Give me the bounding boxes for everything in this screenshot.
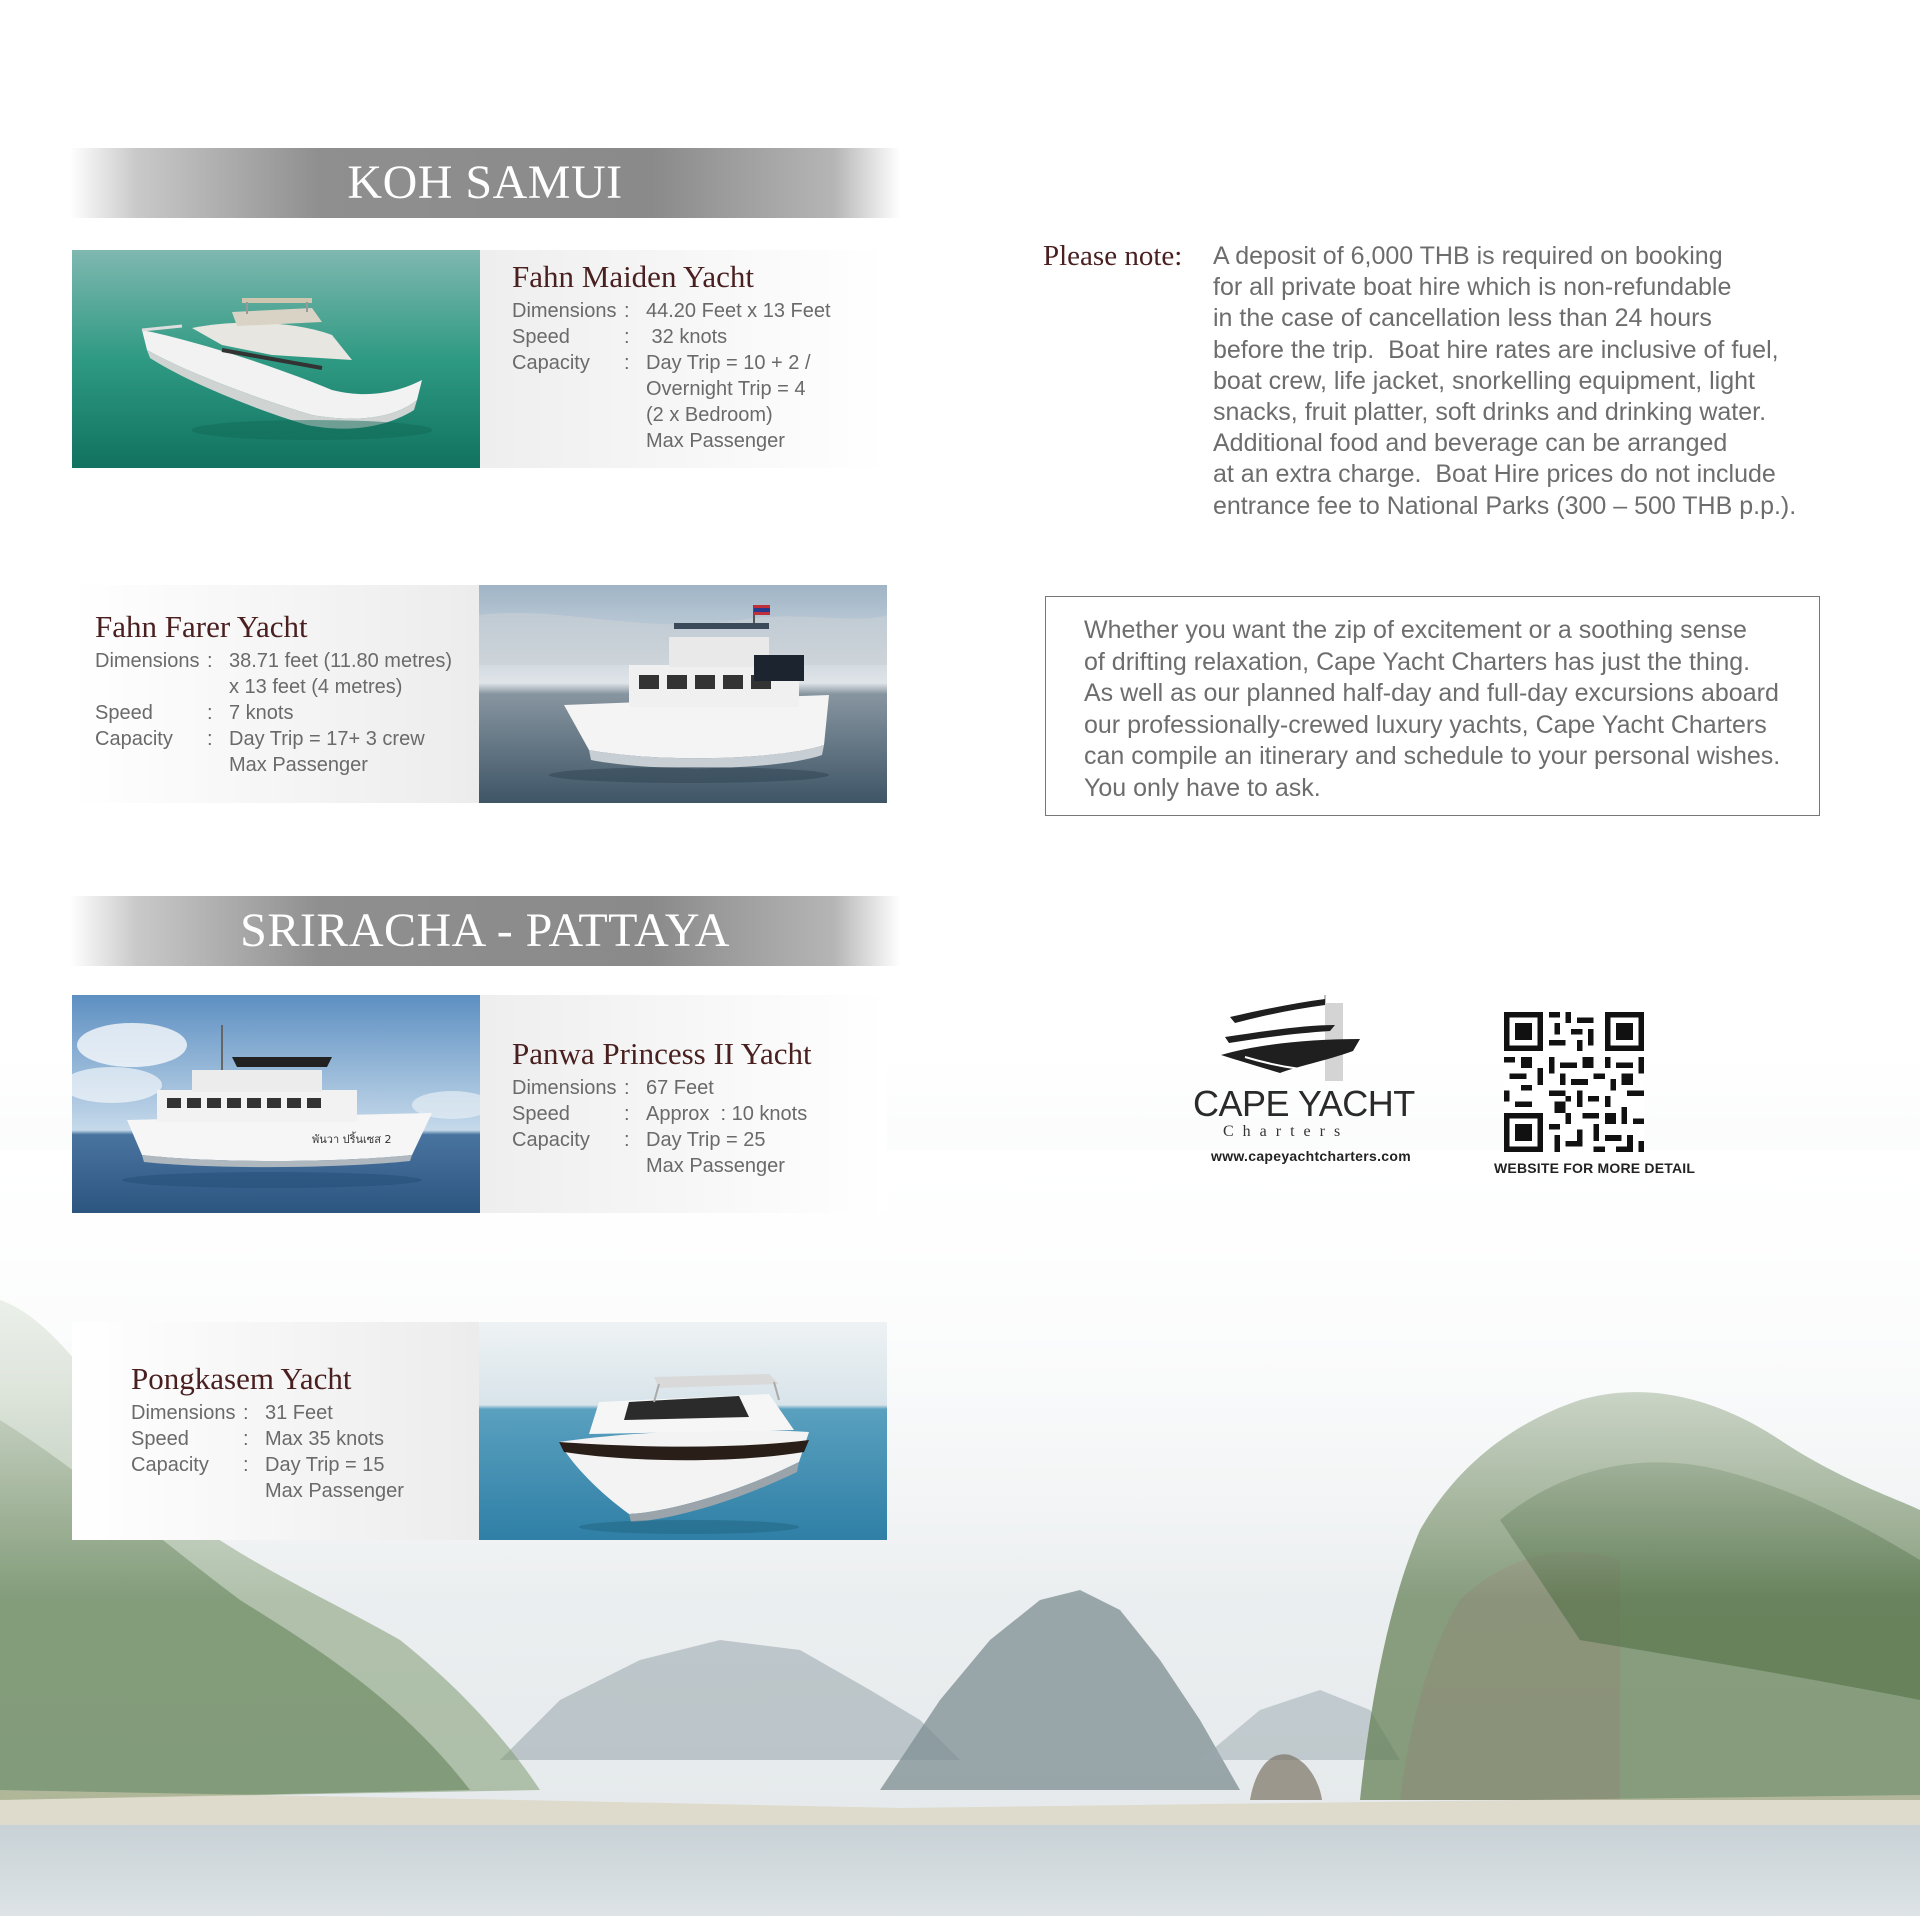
intro-line: Whether you want the zip of excitement or a soothing sense <box>1084 616 1747 644</box>
yacht-specs <box>95 648 452 778</box>
spec-label: Capacity <box>95 728 173 750</box>
hull-name: พันวา ปริ้นเซส 2 <box>312 1133 392 1146</box>
brand-logo <box>1185 995 1415 1175</box>
intro-line: You only have to ask. <box>1084 773 1321 802</box>
brand-subtitle: Charters <box>1223 1123 1350 1140</box>
spec-value: (2 x Bedroom) <box>646 404 773 426</box>
yacht-name: Fahn Farer Yacht <box>95 609 308 644</box>
spec-row-speed: Speed : 32 knots <box>512 326 728 348</box>
spec-row-dimensions: Dimensions : 67 Feet <box>512 1077 714 1099</box>
spec-value: 7 knots <box>229 702 294 724</box>
spec-value: 44.20 Feet x 13 Feet <box>646 300 831 322</box>
intro-box <box>1045 596 1820 816</box>
qr-code-icon[interactable] <box>1504 1012 1644 1152</box>
note-line: A deposit of 6,000 THB is required on booking <box>1213 242 1723 270</box>
spec-row-dimensions: Dimensions : 44.20 Feet x 13 Feet <box>512 300 831 322</box>
yacht-name: Pongkasem Yacht <box>131 1361 352 1396</box>
spec-row-capacity: Capacity : Day Trip = 10 + 2 / Overnight Trip = 4 (2 x Bedroom) Max Passenger <box>512 352 811 452</box>
intro-line: As well as our planned half-day and full-day excursions aboard <box>1084 679 1779 707</box>
spec-row-capacity: Capacity : Day Trip = 15 Max Passenger <box>131 1454 404 1502</box>
spec-value: Max Passenger <box>646 1155 785 1177</box>
spec-row-dimensions: Dimensions : 38.71 feet (11.80 metres) x 13 feet (4 metres) <box>95 650 453 698</box>
qr-block <box>1494 1012 1696 1182</box>
note-line: Additional food and beverage can be arranged <box>1213 429 1728 458</box>
spec-label: Speed <box>512 1103 570 1125</box>
spec-value: Max 35 knots <box>265 1428 384 1450</box>
spec-label: Capacity <box>512 352 590 374</box>
spec-row-speed: Speed : 7 knots <box>95 702 294 724</box>
spec-value: Day Trip = 25 <box>646 1129 766 1151</box>
section-banner-sriracha-pattaya <box>70 896 900 966</box>
spec-label: Capacity <box>131 1454 209 1476</box>
yacht-photo <box>479 1322 887 1540</box>
spec-label: Speed <box>95 702 153 724</box>
intro-line: our professionally-crewed luxury yachts, Cape Yacht Charters <box>1084 710 1767 739</box>
note-text <box>1213 241 1796 522</box>
spec-value: 67 Feet <box>646 1077 714 1099</box>
yacht-specs <box>131 1400 404 1504</box>
spec-value: 32 knots <box>646 326 728 348</box>
note-line: boat crew, life jacket, snorkelling equipment, light <box>1213 366 1755 395</box>
yacht-card-panwa-princess <box>72 995 887 1213</box>
spec-row-speed: Speed : Approx : 10 knots <box>512 1103 808 1125</box>
yacht-specs <box>512 1075 807 1179</box>
intro-text <box>1084 615 1780 804</box>
spec-label: Speed <box>512 326 570 348</box>
intro-line: of drifting relaxation, Cape Yacht Charters has just the thing. <box>1084 647 1751 676</box>
note-label: Please note: <box>1043 240 1183 272</box>
brand-url[interactable]: www.capeyachtcharters.com <box>1211 1148 1411 1164</box>
spec-row-speed: Speed : Max 35 knots <box>131 1428 384 1450</box>
note-line: snacks, fruit platter, soft drinks and drinking water. <box>1213 398 1767 427</box>
yacht-photo <box>72 250 480 468</box>
yacht-name: Panwa Princess II Yacht <box>512 1036 812 1071</box>
spec-label: Dimensions <box>512 1077 617 1099</box>
spec-value: Max Passenger <box>265 1480 404 1502</box>
spec-label: Capacity <box>512 1129 590 1151</box>
note-line: before the trip. Boat hire rates are inclusive of fuel, <box>1213 335 1779 364</box>
qr-caption: WEBSITE FOR MORE DETAIL <box>1494 1160 1696 1176</box>
yacht-card-fahn-farer <box>72 585 887 803</box>
brand-name: CAPE YACHT <box>1193 1083 1415 1124</box>
spec-value: Max Passenger <box>229 754 368 776</box>
spec-label: Speed <box>131 1428 189 1450</box>
spec-value: Day Trip = 10 + 2 / <box>646 352 811 374</box>
note-line: in the case of cancellation less than 24 hours <box>1213 304 1712 333</box>
spec-value: Overnight Trip = 4 <box>646 378 806 400</box>
spec-value: Day Trip = 15 <box>265 1454 385 1476</box>
spec-label: Dimensions <box>131 1402 236 1424</box>
note-line: at an extra charge. Boat Hire prices do not include <box>1213 460 1776 489</box>
spec-value: Day Trip = 17+ 3 crew <box>229 728 425 750</box>
spec-row-capacity: Capacity : Day Trip = 17+ 3 crew Max Passenger <box>95 728 425 776</box>
spec-row-dimensions: Dimensions : 31 Feet <box>131 1402 333 1424</box>
spec-value: Max Passenger <box>646 430 785 452</box>
yacht-name: Fahn Maiden Yacht <box>512 259 754 294</box>
spec-row-capacity: Capacity : Day Trip = 25 Max Passenger <box>512 1129 785 1177</box>
section-banner-koh-samui <box>70 148 900 218</box>
spec-value: 38.71 feet (11.80 metres) <box>229 650 453 672</box>
section-title: KOH SAMUI <box>347 156 623 209</box>
yacht-card-fahn-maiden <box>72 250 887 468</box>
yacht-logo-icon <box>1185 995 1415 1085</box>
spec-label: Dimensions <box>95 650 200 672</box>
note-line: for all private boat hire which is non-refundable <box>1213 273 1732 302</box>
yacht-card-pongkasem <box>72 1322 887 1540</box>
section-title: SRIRACHA - PATTAYA <box>240 904 730 957</box>
spec-value: Approx : 10 knots <box>646 1103 808 1125</box>
note-line: entrance fee to National Parks (300 – 500 THB p.p.). <box>1213 491 1797 520</box>
intro-line: can compile an itinerary and schedule to your personal wishes. <box>1084 742 1781 770</box>
spec-value: 31 Feet <box>265 1402 333 1424</box>
yacht-photo <box>479 585 887 803</box>
spec-value: x 13 feet (4 metres) <box>229 676 403 698</box>
spec-label: Dimensions <box>512 300 617 322</box>
yacht-photo <box>72 995 480 1213</box>
yacht-specs <box>512 298 831 454</box>
